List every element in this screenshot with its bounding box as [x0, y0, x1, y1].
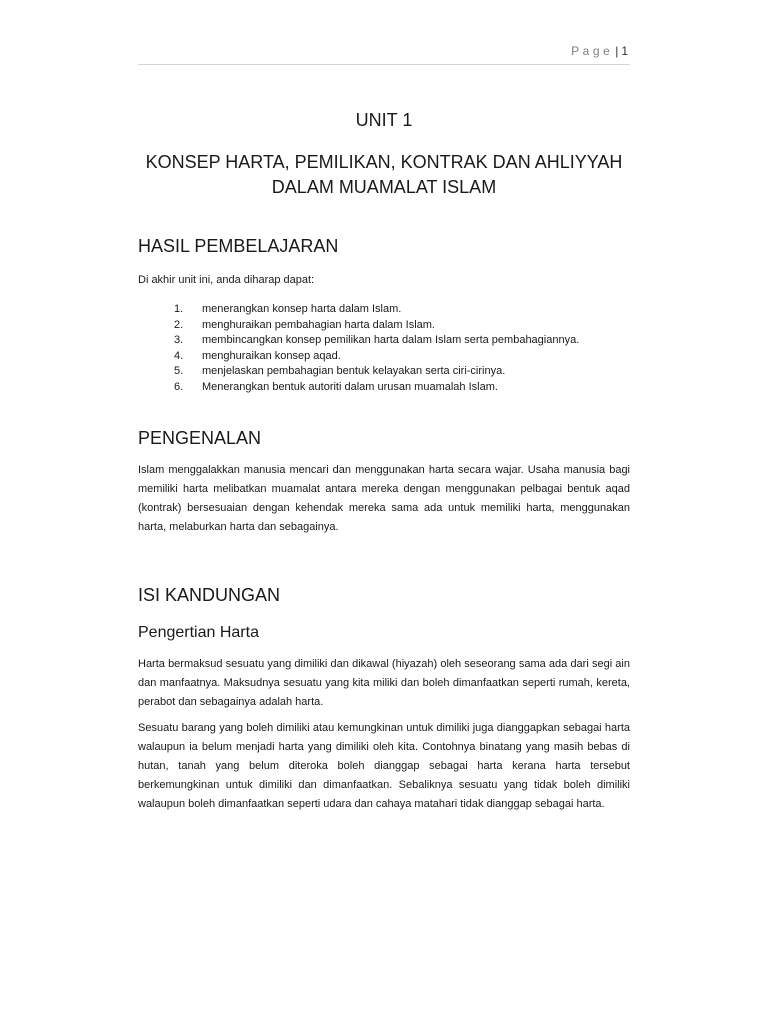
list-item-text: menghuraikan konsep aqad.	[202, 349, 341, 362]
content-paragraph-2: Sesuatu barang yang boleh dimiliki atau kemungkinan untuk dimiliki juga dianggapkan sebagai harta walaupun ia belum menjadi harta yang dimiliki oleh kita. Contohnya binatang yang masih bebas di hutan, tanah yang belum diteroka boleh dianggap sebagai harta kerana harta tersebut berkemungkinan untuk dimiliki dan dimanfaatkan. Sebaliknya sesuatu yang tidak boleh dimiliki walaupun boleh dimanfaatkan seperti udara dan cahaya matahari tidak dianggap sebagai harta.	[138, 722, 630, 810]
learning-outcomes-heading: HASIL PEMBELAJARAN	[138, 236, 339, 256]
list-item-number: 4.	[174, 349, 184, 362]
list-item	[174, 318, 630, 334]
introduction-heading: PENGENALAN	[138, 428, 262, 448]
document-title-line-2: DALAM MUAMALAT ISLAM	[271, 177, 497, 197]
list-item-number: 5.	[174, 365, 184, 378]
list-item-number: 6.	[174, 380, 184, 393]
list-item	[174, 349, 630, 365]
learning-outcomes-intro: Di akhir unit ini, anda diharap dapat:	[138, 274, 315, 286]
list-item-number: 3.	[174, 334, 184, 347]
list-item	[174, 302, 630, 318]
page-number-label	[571, 44, 628, 58]
list-item	[174, 333, 630, 349]
page-header	[138, 44, 630, 65]
page-word: Page	[571, 44, 614, 58]
content-paragraph-1: Harta bermaksud sesuatu yang dimiliki dan dikawal (hiyazah) oleh seseorang sama ada dari segi ain dan manfaatnya. Maksudnya sesuatu yang kita miliki dan boleh dimanfaatkan seperti rumah, kereta, perabot dan sebagainya adalah harta.	[138, 658, 630, 708]
learning-outcomes-list	[174, 302, 630, 396]
list-item	[174, 364, 630, 380]
list-item	[174, 380, 630, 396]
document-title-line-1: KONSEP HARTA, PEMILIKAN, KONTRAK DAN AHLIYYAH	[145, 152, 623, 172]
content-subheading: Pengertian Harta	[138, 624, 259, 641]
list-item-number: 2.	[174, 318, 184, 331]
list-item-text: menghuraikan pembahagian harta dalam Islam.	[202, 318, 435, 331]
list-item-text: Menerangkan bentuk autoriti dalam urusan muamalah Islam.	[202, 380, 498, 393]
content-heading: ISI KANDUNGAN	[138, 585, 281, 605]
page-separator: |	[615, 44, 619, 58]
introduction-paragraph: Islam menggalakkan manusia mencari dan menggunakan harta secara wajar. Usaha manusia bagi memiliki harta melibatkan muamalat antara mereka dengan menggunakan pelbagai bentuk aqad (kontrak) bersesuaian dengan kehendak mereka sama ada untuk memiliki harta, menggunakan harta, melaburkan harta dan sebagainya.	[138, 464, 630, 533]
list-item-text: menerangkan konsep harta dalam Islam.	[202, 303, 402, 315]
list-item-number: 1.	[174, 303, 184, 315]
list-item-text: membincangkan konsep pemilikan harta dalam Islam serta pembahagiannya.	[202, 334, 580, 347]
page-number: 1	[621, 44, 628, 58]
document-title	[138, 150, 630, 200]
list-item-text: menjelaskan pembahagian bentuk kelayakan serta ciri-cirinya.	[202, 365, 506, 378]
unit-title: UNIT 1	[355, 110, 413, 130]
